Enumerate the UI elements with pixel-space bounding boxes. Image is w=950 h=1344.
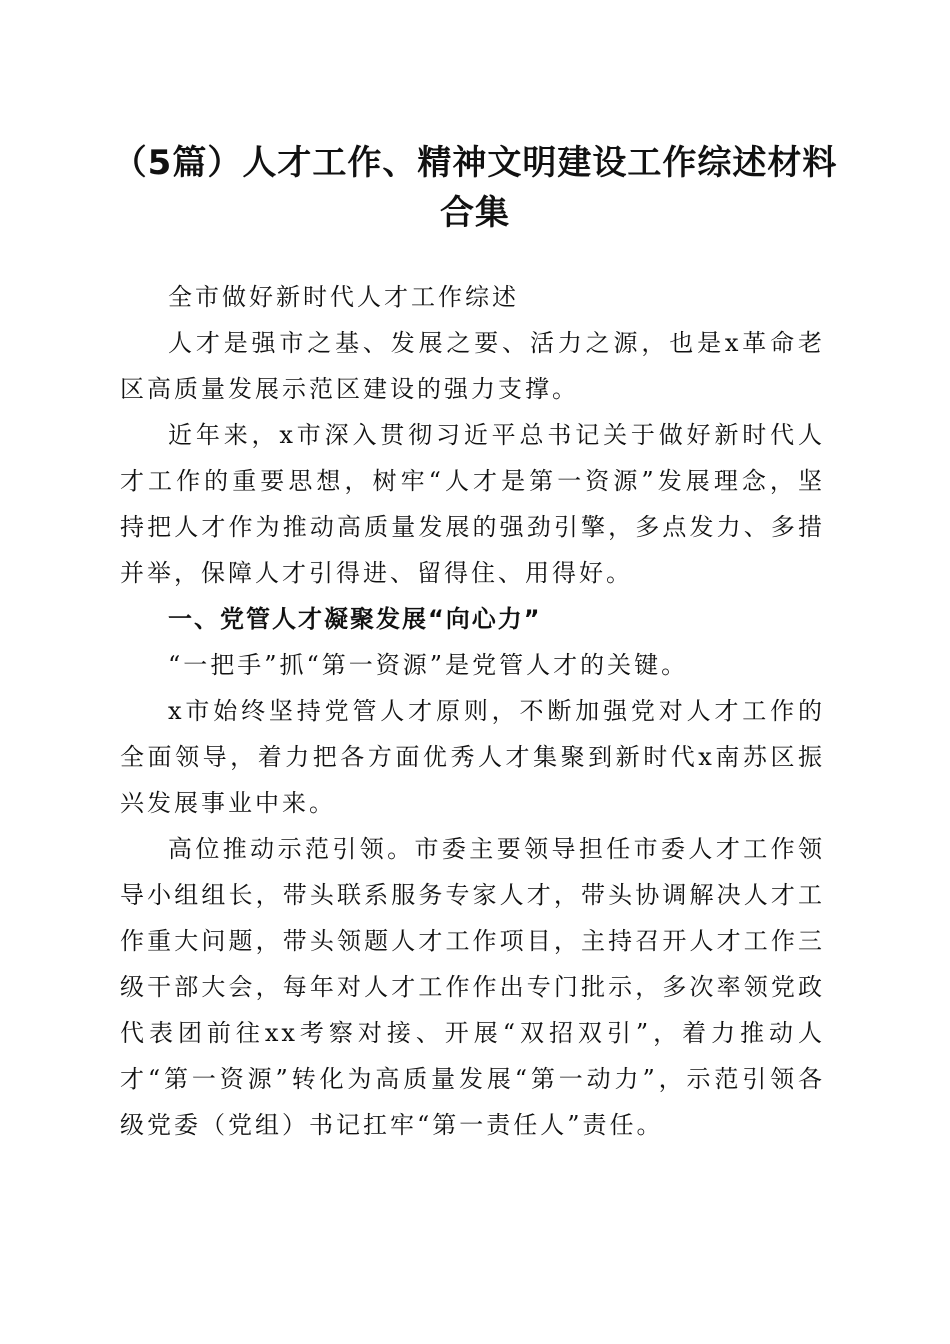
paragraph-intro: 人才是强市之基、发展之要、活力之源，也是x革命老区高质量发展示范区建设的强力支撑。 — [120, 329, 825, 403]
paragraph-overview: 近年来，x市深入贯彻习近平总书记关于做好新时代人才工作的重要思想，树牢“人才是第一资源”发展理念，坚持把人才作为推动高质量发展的强劲引擎，多点发力、多措并举，保障人才引得进、留得住、用得好。 — [120, 421, 825, 587]
paragraph-principle: x市始终坚持党管人才原则，不断加强党对人才工作的全面领导，着力把各方面优秀人才集聚到新时代x南苏区振兴发展事业中来。 — [120, 697, 825, 817]
document-body — [120, 274, 825, 1148]
section-heading-1: 一、党管人才凝聚发展“向心力” — [168, 605, 542, 633]
document-title: （5篇）人才工作、精神文明建设工作综述材料合集 — [112, 143, 838, 233]
paragraph-leadership: 高位推动示范引领。市委主要领导担任市委人才工作领导小组组长，带头联系服务专家人才，带头协调解决人才工作重大问题，带头领题人才工作项目，主持召开人才工作三级干部大会，每年对人才工作作出专门批示，多次率领党政代表团前往xx考察对接、开展“双招双引”，着力推动人才“第一资源”转化为高质量发展“第一动力”，示范引领各级党委（党组）书记扛牢“第一责任人”责任。 — [120, 835, 825, 1139]
paragraph-key-point: “一把手”抓“第一资源”是党管人才的关键。 — [168, 651, 689, 679]
article-subtitle: 全市做好新时代人才工作综述 — [168, 283, 519, 311]
